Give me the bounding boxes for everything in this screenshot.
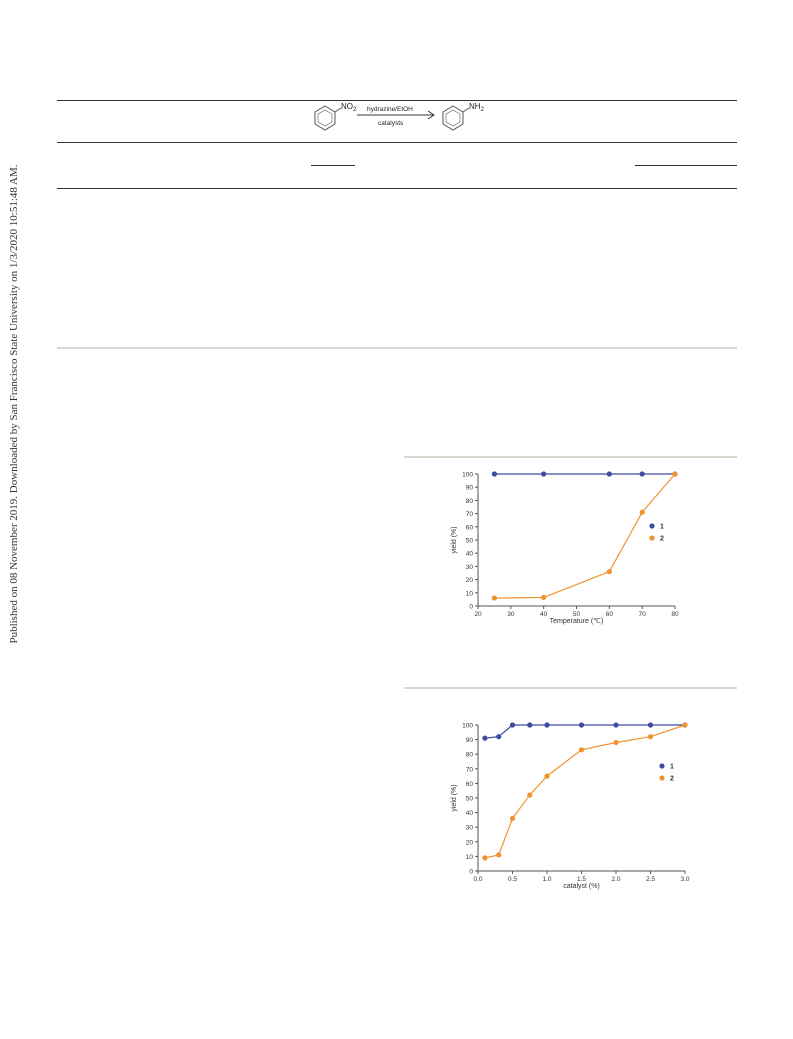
series-1-point <box>541 471 546 476</box>
series-2-point <box>496 852 501 857</box>
series-2-point <box>492 595 497 600</box>
y-axis-label: yield (%) <box>451 526 458 554</box>
y-tick-label: 40 <box>465 810 473 818</box>
series-2-point <box>672 471 677 476</box>
series-1-point <box>527 722 532 727</box>
x-tick-label: 3.0 <box>680 876 690 883</box>
y-tick-label: 30 <box>465 824 473 832</box>
y-tick-label: 70 <box>465 511 473 519</box>
y-tick-label: 10 <box>465 853 473 861</box>
y-tick-label: 0 <box>469 868 473 876</box>
x-axis-label: Temperature (℃) <box>549 618 604 625</box>
series-1-point <box>613 722 618 727</box>
legend-marker-2 <box>649 535 654 540</box>
reaction-scheme <box>305 100 505 136</box>
x-tick-label: 30 <box>507 611 515 618</box>
legend-marker-1 <box>649 523 654 528</box>
product-group-label: $NH_2$ <box>469 102 484 113</box>
y-tick-label: 50 <box>465 795 473 803</box>
x-tick-label: 60 <box>605 611 613 618</box>
y-tick-label: 80 <box>465 751 473 759</box>
series-1-point <box>648 722 653 727</box>
series-2-point <box>607 569 612 574</box>
figure1-top-rule <box>404 456 737 458</box>
y-tick-label: 40 <box>465 550 473 558</box>
y-axis-label: yield (%) <box>451 784 458 812</box>
y-tick-label: 100 <box>462 722 473 730</box>
legend-marker-1 <box>659 763 664 768</box>
legend-label-1: 1 <box>670 763 674 771</box>
series-2-point <box>640 510 645 515</box>
aniline-structure <box>443 106 469 130</box>
x-axis-label: catalyst (%) <box>563 883 600 890</box>
y-tick-label: 80 <box>465 497 473 505</box>
series-2-point <box>613 740 618 745</box>
table-body-rule <box>57 188 737 189</box>
series-1-point <box>492 471 497 476</box>
x-tick-label: 80 <box>671 611 679 618</box>
x-tick-label: 0.5 <box>507 876 518 883</box>
series-1-point <box>544 722 549 727</box>
series-1-point <box>640 471 645 476</box>
series-2-line <box>485 725 685 858</box>
catalyst-label: catalysts <box>378 120 404 127</box>
reactant-group-label: $NO_2$ <box>341 102 357 113</box>
legend-label-1: 1 <box>660 523 664 531</box>
series-2-point <box>527 792 532 797</box>
x-tick-label: 50 <box>572 611 581 618</box>
series-1-point <box>607 471 612 476</box>
y-tick-label: 90 <box>465 484 473 492</box>
y-tick-label: 90 <box>465 737 473 745</box>
y-tick-label: 60 <box>465 780 473 788</box>
x-tick-label: 20 <box>474 611 482 618</box>
table-bottom-rule <box>57 347 737 349</box>
x-tick-label: 2.0 <box>611 876 621 883</box>
series-2-line <box>494 474 675 598</box>
series-2-point <box>482 855 487 860</box>
y-tick-label: 20 <box>465 577 473 585</box>
column-span-rule-left <box>311 165 355 166</box>
series-2-point <box>541 595 546 600</box>
y-tick-label: 60 <box>465 524 473 532</box>
table-header-rule <box>57 142 737 143</box>
x-tick-label: 0.0 <box>473 876 483 883</box>
series-1-point <box>482 736 487 741</box>
series-2-point <box>579 747 584 752</box>
x-tick-label: 70 <box>638 611 646 618</box>
column-span-rule-right <box>635 165 737 166</box>
y-tick-label: 0 <box>469 603 473 611</box>
y-tick-label: 100 <box>462 471 473 479</box>
y-tick-label: 50 <box>465 537 473 545</box>
x-tick-label: 40 <box>540 611 548 618</box>
legend-label-2: 2 <box>670 775 674 783</box>
y-tick-label: 20 <box>465 839 473 847</box>
y-tick-label: 30 <box>465 563 473 571</box>
series-2-point <box>510 816 515 821</box>
x-tick-label: 2.5 <box>645 876 656 883</box>
legend-marker-2 <box>659 775 664 780</box>
temperature-yield-chart <box>440 464 700 632</box>
reagent-label: hydrazine/EtOH <box>367 106 413 113</box>
y-tick-label: 10 <box>465 590 473 598</box>
series-1-line <box>485 725 685 738</box>
y-tick-label: 70 <box>465 766 473 774</box>
x-tick-label: 1.0 <box>542 876 552 883</box>
series-1-point <box>579 722 584 727</box>
x-tick-label: 1.5 <box>576 876 587 883</box>
series-2-point <box>682 722 687 727</box>
legend-label-2: 2 <box>660 535 664 543</box>
nitrobenzene-structure <box>315 106 341 130</box>
series-1-point <box>510 722 515 727</box>
series-1-point <box>496 734 501 739</box>
series-2-point <box>544 774 549 779</box>
catalyst-yield-chart <box>440 714 700 898</box>
figure2-top-rule <box>404 687 737 689</box>
download-notice: Published on 08 November 2019. Downloaded by San Francisco State University on 1/3/2020 10:51:48 AM. <box>8 164 20 644</box>
series-2-point <box>648 734 653 739</box>
